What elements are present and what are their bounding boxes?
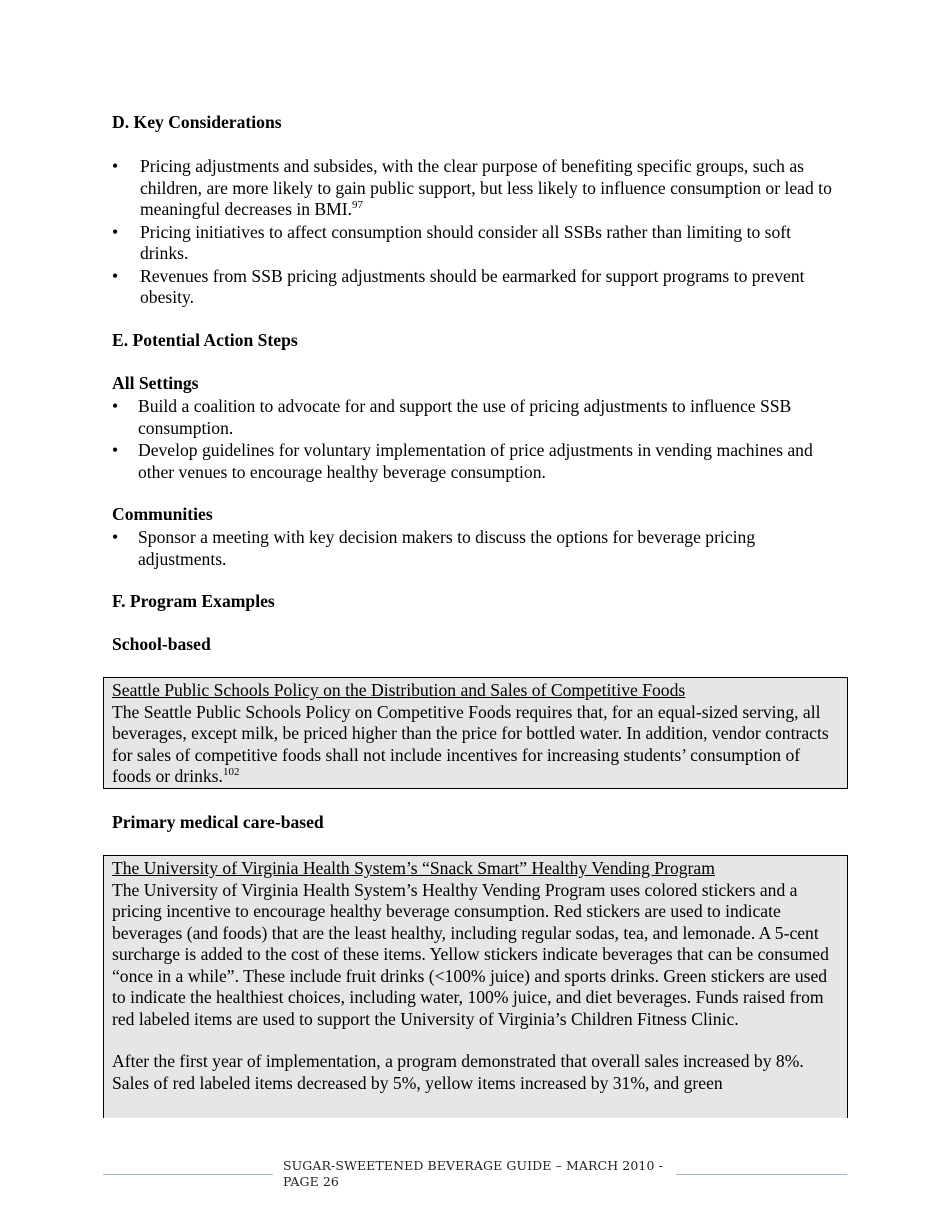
paragraph-gap: [112, 1030, 839, 1051]
program-results: After the first year of implementation, a program demonstrated that overall sales increased by 8%. Sales of red labeled items decreased by 5%, yellow items increased by 31%, and green: [112, 1051, 804, 1093]
program-title: Seattle Public Schools Policy on the Distribution and Sales of Competitive Foods: [112, 680, 686, 700]
bullet-icon: •: [112, 265, 119, 286]
list-item: [112, 440, 842, 483]
primary-care-heading: Primary medical care-based: [112, 812, 324, 832]
communities-list: [112, 527, 812, 571]
section-e-heading: E. Potential Action Steps: [112, 330, 298, 350]
footer-rule-right: [676, 1174, 847, 1175]
footer-text: SUGAR-SWEETENED BEVERAGE GUIDE – MARCH 2010 -PAGE 26: [283, 1158, 663, 1189]
communities-heading: Communities: [112, 504, 213, 524]
list-item-text: Revenues from SSB pricing adjustments should be earmarked for support programs to prevent obesity.: [140, 265, 805, 307]
program-title: The University of Virginia Health System’s “Snack Smart” Healthy Vending Program: [112, 858, 715, 878]
list-item-text: Pricing initiatives to affect consumption should consider all SSBs rather than limiting to soft drinks.: [140, 221, 792, 263]
list-item-text: Sponsor a meeting with key decision makers to discuss the options for beverage pricing adjustments.: [138, 527, 756, 569]
list-item: [112, 156, 842, 221]
all-settings-heading: All Settings: [112, 373, 199, 393]
bullet-icon: •: [112, 156, 119, 176]
page-footer: [0, 1158, 950, 1198]
bullet-icon: •: [112, 527, 119, 547]
list-item: [112, 266, 842, 309]
program-description-text: The Seattle Public Schools Policy on Competitive Foods requires that, for an equal-sized serving, all beverages, except milk, be priced higher than the price for bottled water. In addition, vendor contracts for sales of competitive foods shall not include incentives for increasing students’ consumption of foods or drinks.: [112, 701, 829, 786]
list-item: [112, 222, 842, 265]
footnote-ref: 97: [352, 199, 364, 211]
list-item-text: Develop guidelines for voluntary implementation of price adjustments in vending machines and other venues to encourage healthy beverage consumption.: [138, 440, 813, 482]
list-item: [112, 527, 812, 570]
school-based-heading: School-based: [112, 634, 211, 654]
footer-rule-left: [103, 1174, 273, 1175]
list-item: [112, 396, 842, 439]
bullet-icon: •: [112, 396, 119, 416]
bullet-icon: •: [112, 221, 119, 242]
all-settings-list: [112, 396, 842, 484]
list-item-text: Pricing adjustments and subsides, with the clear purpose of benefiting specific groups, such as children, are more likely to gain public support, but less likely to influence consumption or lead to meaningful decreases in BMI.: [140, 156, 832, 219]
bullet-icon: •: [112, 440, 119, 460]
medical-program-box: [103, 855, 848, 1118]
footnote-ref: 102: [222, 766, 240, 778]
program-description: [112, 702, 839, 788]
program-description: The University of Virginia Health System’s Healthy Vending Program uses colored stickers and a pricing incentive to encourage healthy beverage consumption. Red stickers are used to indicate beverages (and foods) that are the least healthy, including regular sodas, tea, and lemonade. A 5-cent surcharge is added to the cost of these items. Yellow stickers indicate beverages that can be consumed “once in a while”. These include fruit drinks (<100% juice) and sports drinks. Green stickers are used to indicate the healthiest choices, including water, 100% juice, and diet beverages. Funds raised from red labeled items are used to support the University of Virginia’s Children Fitness Clinic.: [112, 879, 829, 1029]
section-d-heading: D. Key Considerations: [112, 112, 282, 132]
key-considerations-list: [112, 156, 842, 310]
section-f-heading: F. Program Examples: [112, 591, 275, 611]
school-program-box: [103, 677, 848, 789]
list-item-text: Build a coalition to advocate for and support the use of pricing adjustments to influence SSB consumption.: [138, 396, 792, 438]
